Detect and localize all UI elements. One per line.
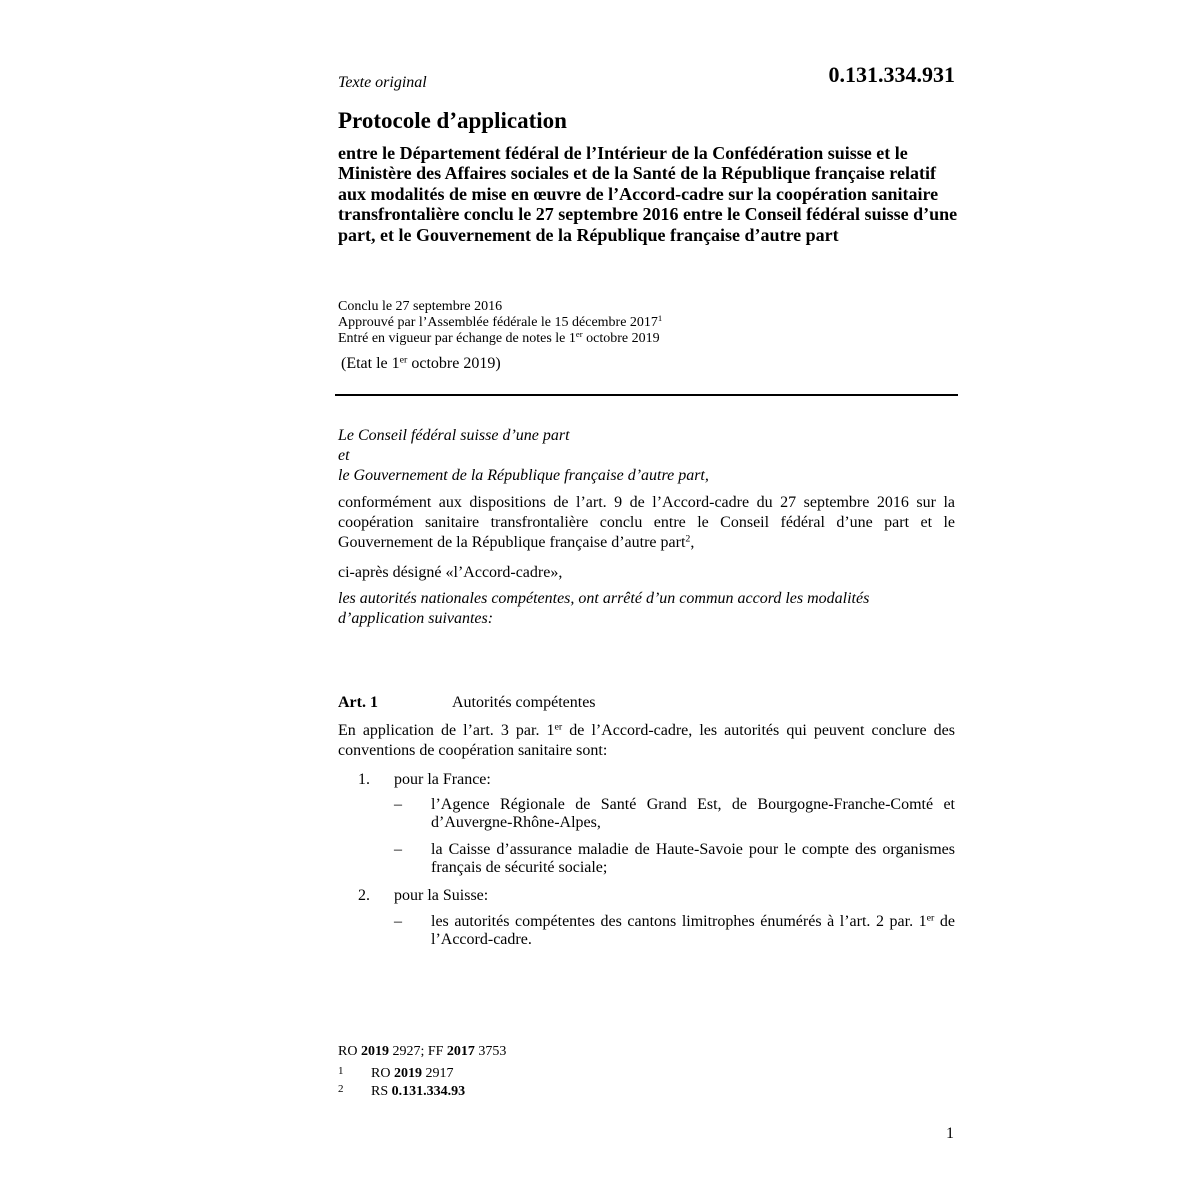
header-divider bbox=[335, 394, 958, 396]
source-ro-label: RO bbox=[338, 1044, 361, 1059]
list-item-france: pour la France: bbox=[394, 771, 491, 788]
approval-line bbox=[338, 315, 662, 331]
article-intro-text-end: de l’Accord-cadre, les autorités qui peuvent conclure des conventions de coopération sanitaire sont: bbox=[338, 722, 956, 759]
list-item-suisse: pour la Suisse: bbox=[394, 887, 489, 904]
state-date bbox=[341, 355, 501, 373]
france-authority-cpam: la Caisse d’assurance maladie de Haute-Savoie pour le compte des organismes français de sécurité sociale; bbox=[431, 841, 955, 876]
dash-bullet: – bbox=[394, 841, 402, 858]
document-subtitle: entre le Département fédéral de l’Intérieur de la Confédération suisse et le Ministère des Affaires sociales et de la Santé de la République française relatif aux modalités de mise en œuvre de l’Accord-cadre sur la coopération sanitaire transfrontalière conclu le 27 septembre 2016 entre le Conseil fédéral suisse d’une part, et le Gouvernement de la République française d’autre part bbox=[338, 143, 958, 245]
footnote-2-mark: 2 bbox=[338, 1083, 344, 1095]
footnote-1-year: 2019 bbox=[393, 1066, 422, 1081]
footnote-ref-2: 2 bbox=[685, 533, 691, 545]
document-title: Protocole d’application bbox=[338, 108, 567, 133]
source-reference bbox=[338, 1044, 506, 1060]
suisse-authority-cantons bbox=[431, 913, 955, 949]
footnote-2 bbox=[338, 1081, 465, 1100]
suisse-authority-sup: er bbox=[926, 912, 935, 924]
source-ro-year: 2019 bbox=[360, 1044, 389, 1059]
dash-bullet: – bbox=[394, 796, 402, 813]
article-intro-text: En application de l’art. 3 par. 1 bbox=[338, 722, 555, 739]
article-1-intro bbox=[338, 721, 955, 761]
list-item-number: 1. bbox=[358, 771, 370, 788]
preamble-conjunction: et bbox=[338, 447, 350, 464]
state-sup: er bbox=[399, 354, 408, 366]
footnote-2-number: 0.131.334.93 bbox=[391, 1084, 466, 1099]
in-force-text: Entré en vigueur par échange de notes le 1 bbox=[338, 331, 576, 346]
suisse-authority-text-end: de l’Accord-cadre. bbox=[431, 913, 955, 948]
footnote-1 bbox=[338, 1063, 453, 1082]
preamble-body-end: , bbox=[690, 534, 695, 551]
footnote-1-page: 2917 bbox=[421, 1066, 454, 1081]
in-force-line bbox=[338, 331, 660, 347]
footnote-ref-1: 1 bbox=[657, 313, 663, 324]
france-authority-ars: l’Agence Régionale de Santé Grand Est, de Bourgogne-Franche-Comté et d’Auvergne-Rhône-Alpes, bbox=[431, 796, 955, 831]
source-ff-page: 3753 bbox=[474, 1044, 507, 1059]
state-text-end: octobre 2019) bbox=[407, 355, 501, 372]
page-number: 1 bbox=[946, 1125, 954, 1142]
preamble-body bbox=[338, 493, 955, 553]
preamble-party-1: Le Conseil fédéral suisse d’une part bbox=[338, 427, 570, 444]
in-force-text-end: octobre 2019 bbox=[582, 331, 660, 346]
in-force-sup: er bbox=[575, 329, 583, 340]
footnote-1-prefix: RO bbox=[371, 1066, 394, 1081]
article-1-heading bbox=[338, 694, 596, 712]
preamble-short-name: ci-après désigné «l’Accord-cadre», bbox=[338, 564, 563, 581]
dash-bullet: – bbox=[394, 913, 402, 930]
state-text: (Etat le 1 bbox=[341, 355, 400, 372]
footnote-1-mark: 1 bbox=[338, 1065, 344, 1077]
original-text-label: Texte original bbox=[338, 74, 427, 91]
document-number: 0.131.334.931 bbox=[828, 62, 955, 87]
list-item-number: 2. bbox=[358, 887, 370, 904]
approval-text: Approuvé par l’Assemblée fédérale le 15 décembre 2017 bbox=[338, 315, 658, 330]
preamble-conclusion: les autorités nationales compétentes, ont arrêté d’un commun accord les modalités d’application suivantes: bbox=[338, 590, 870, 627]
article-intro-sup: er bbox=[554, 721, 563, 733]
footnote-2-prefix: RS bbox=[371, 1084, 392, 1099]
preamble-body-text: conformément aux dispositions de l’art. 9 de l’Accord-cadre du 27 septembre 2016 sur la coopération sanitaire transfrontalière conclu entre le Conseil fédéral d’une part et le Gouvernement de la République française d’autre part bbox=[338, 494, 955, 551]
article-number: Art. 1 bbox=[338, 694, 378, 711]
suisse-authority-text: les autorités compétentes des cantons limitrophes énumérés à l’art. 2 par. 1 bbox=[431, 913, 927, 930]
article-title: Autorités compétentes bbox=[452, 694, 596, 711]
source-ff-year: 2017 bbox=[446, 1044, 475, 1059]
preamble-party-2: le Gouvernement de la République française d’autre part, bbox=[338, 467, 709, 484]
concluded-date: Conclu le 27 septembre 2016 bbox=[338, 299, 503, 314]
source-ro-page: 2927; FF bbox=[388, 1044, 447, 1059]
